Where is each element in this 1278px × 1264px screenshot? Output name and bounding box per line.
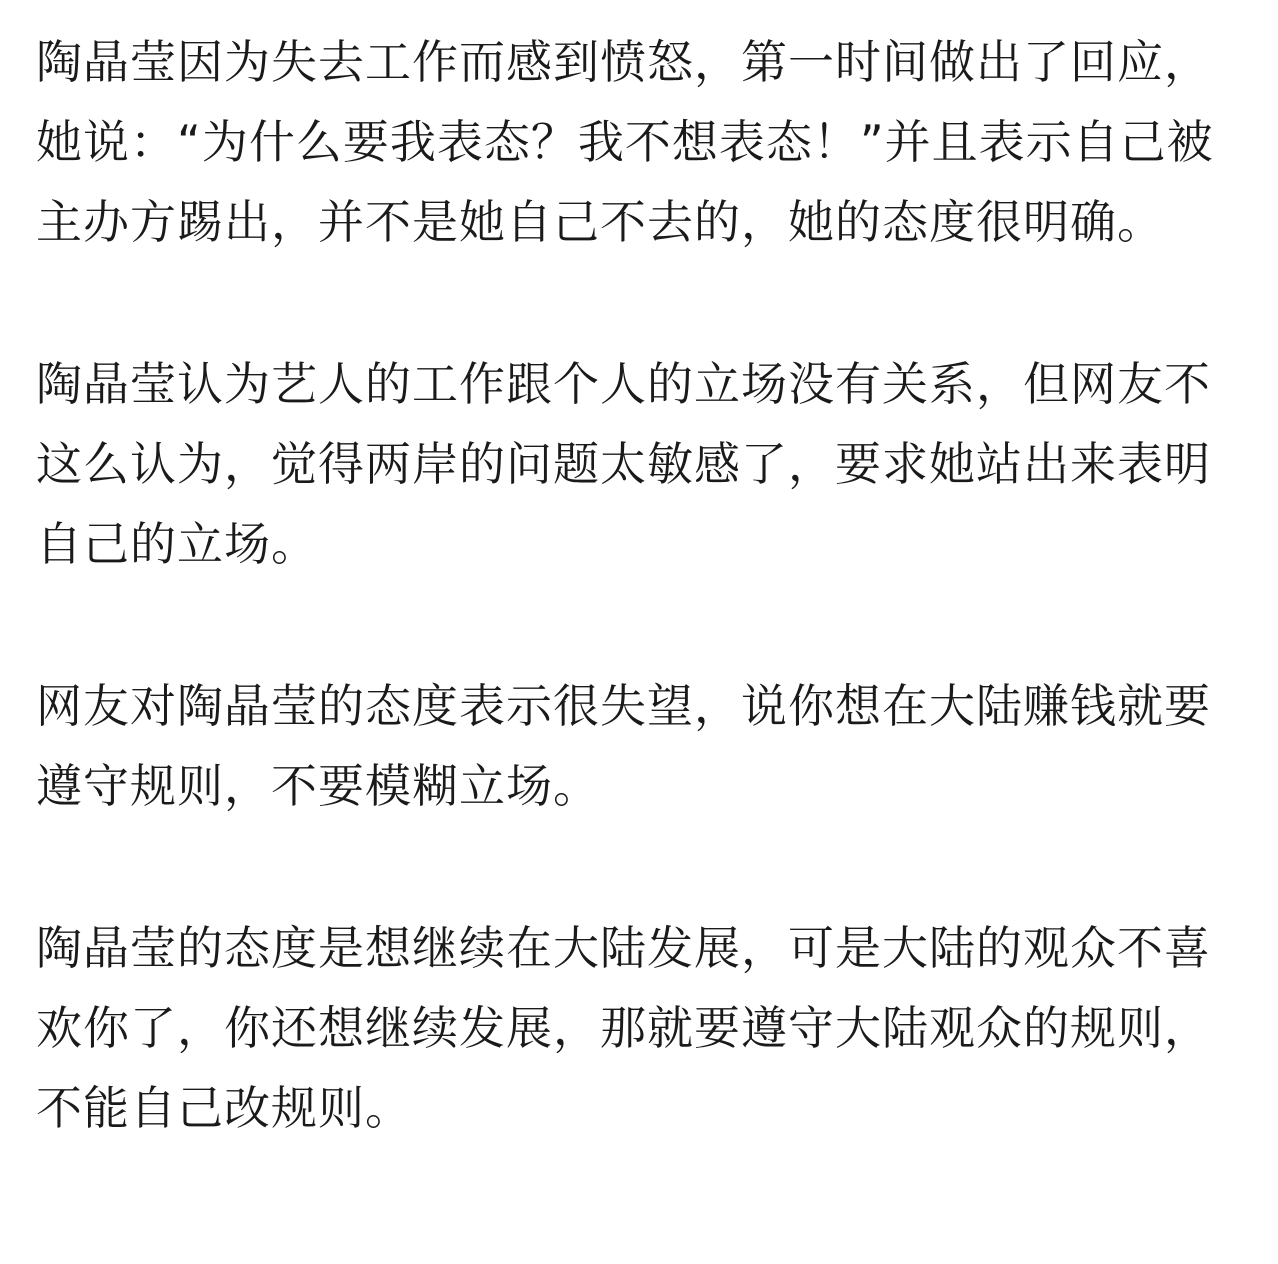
paragraph-4: 陶晶莹的态度是想继续在大陆发展，可是大陆的观众不喜欢你了，你还想继续发展，那就要遵守大陆观众的规则，不能自己改规则。 — [36, 921, 1211, 1135]
paragraph-3: 网友对陶晶莹的态度表示很失望，说你想在大陆赚钱就要遵守规则，不要模糊立场。 — [36, 679, 1211, 813]
paragraph-1: 陶晶莹因为失去工作而感到愤怒，第一时间做出了回应，她说：“为什么要我表态？我不想表态！”并且表示自己被主办方踢出，并不是她自己不去的，她的态度很明确。 — [36, 35, 1214, 249]
paragraph-2: 陶晶莹认为艺人的工作跟个人的立场没有关系，但网友不这么认为，觉得两岸的问题太敏感了，要求她站出来表明自己的立场。 — [36, 357, 1211, 571]
article-body — [36, 22, 1216, 1148]
